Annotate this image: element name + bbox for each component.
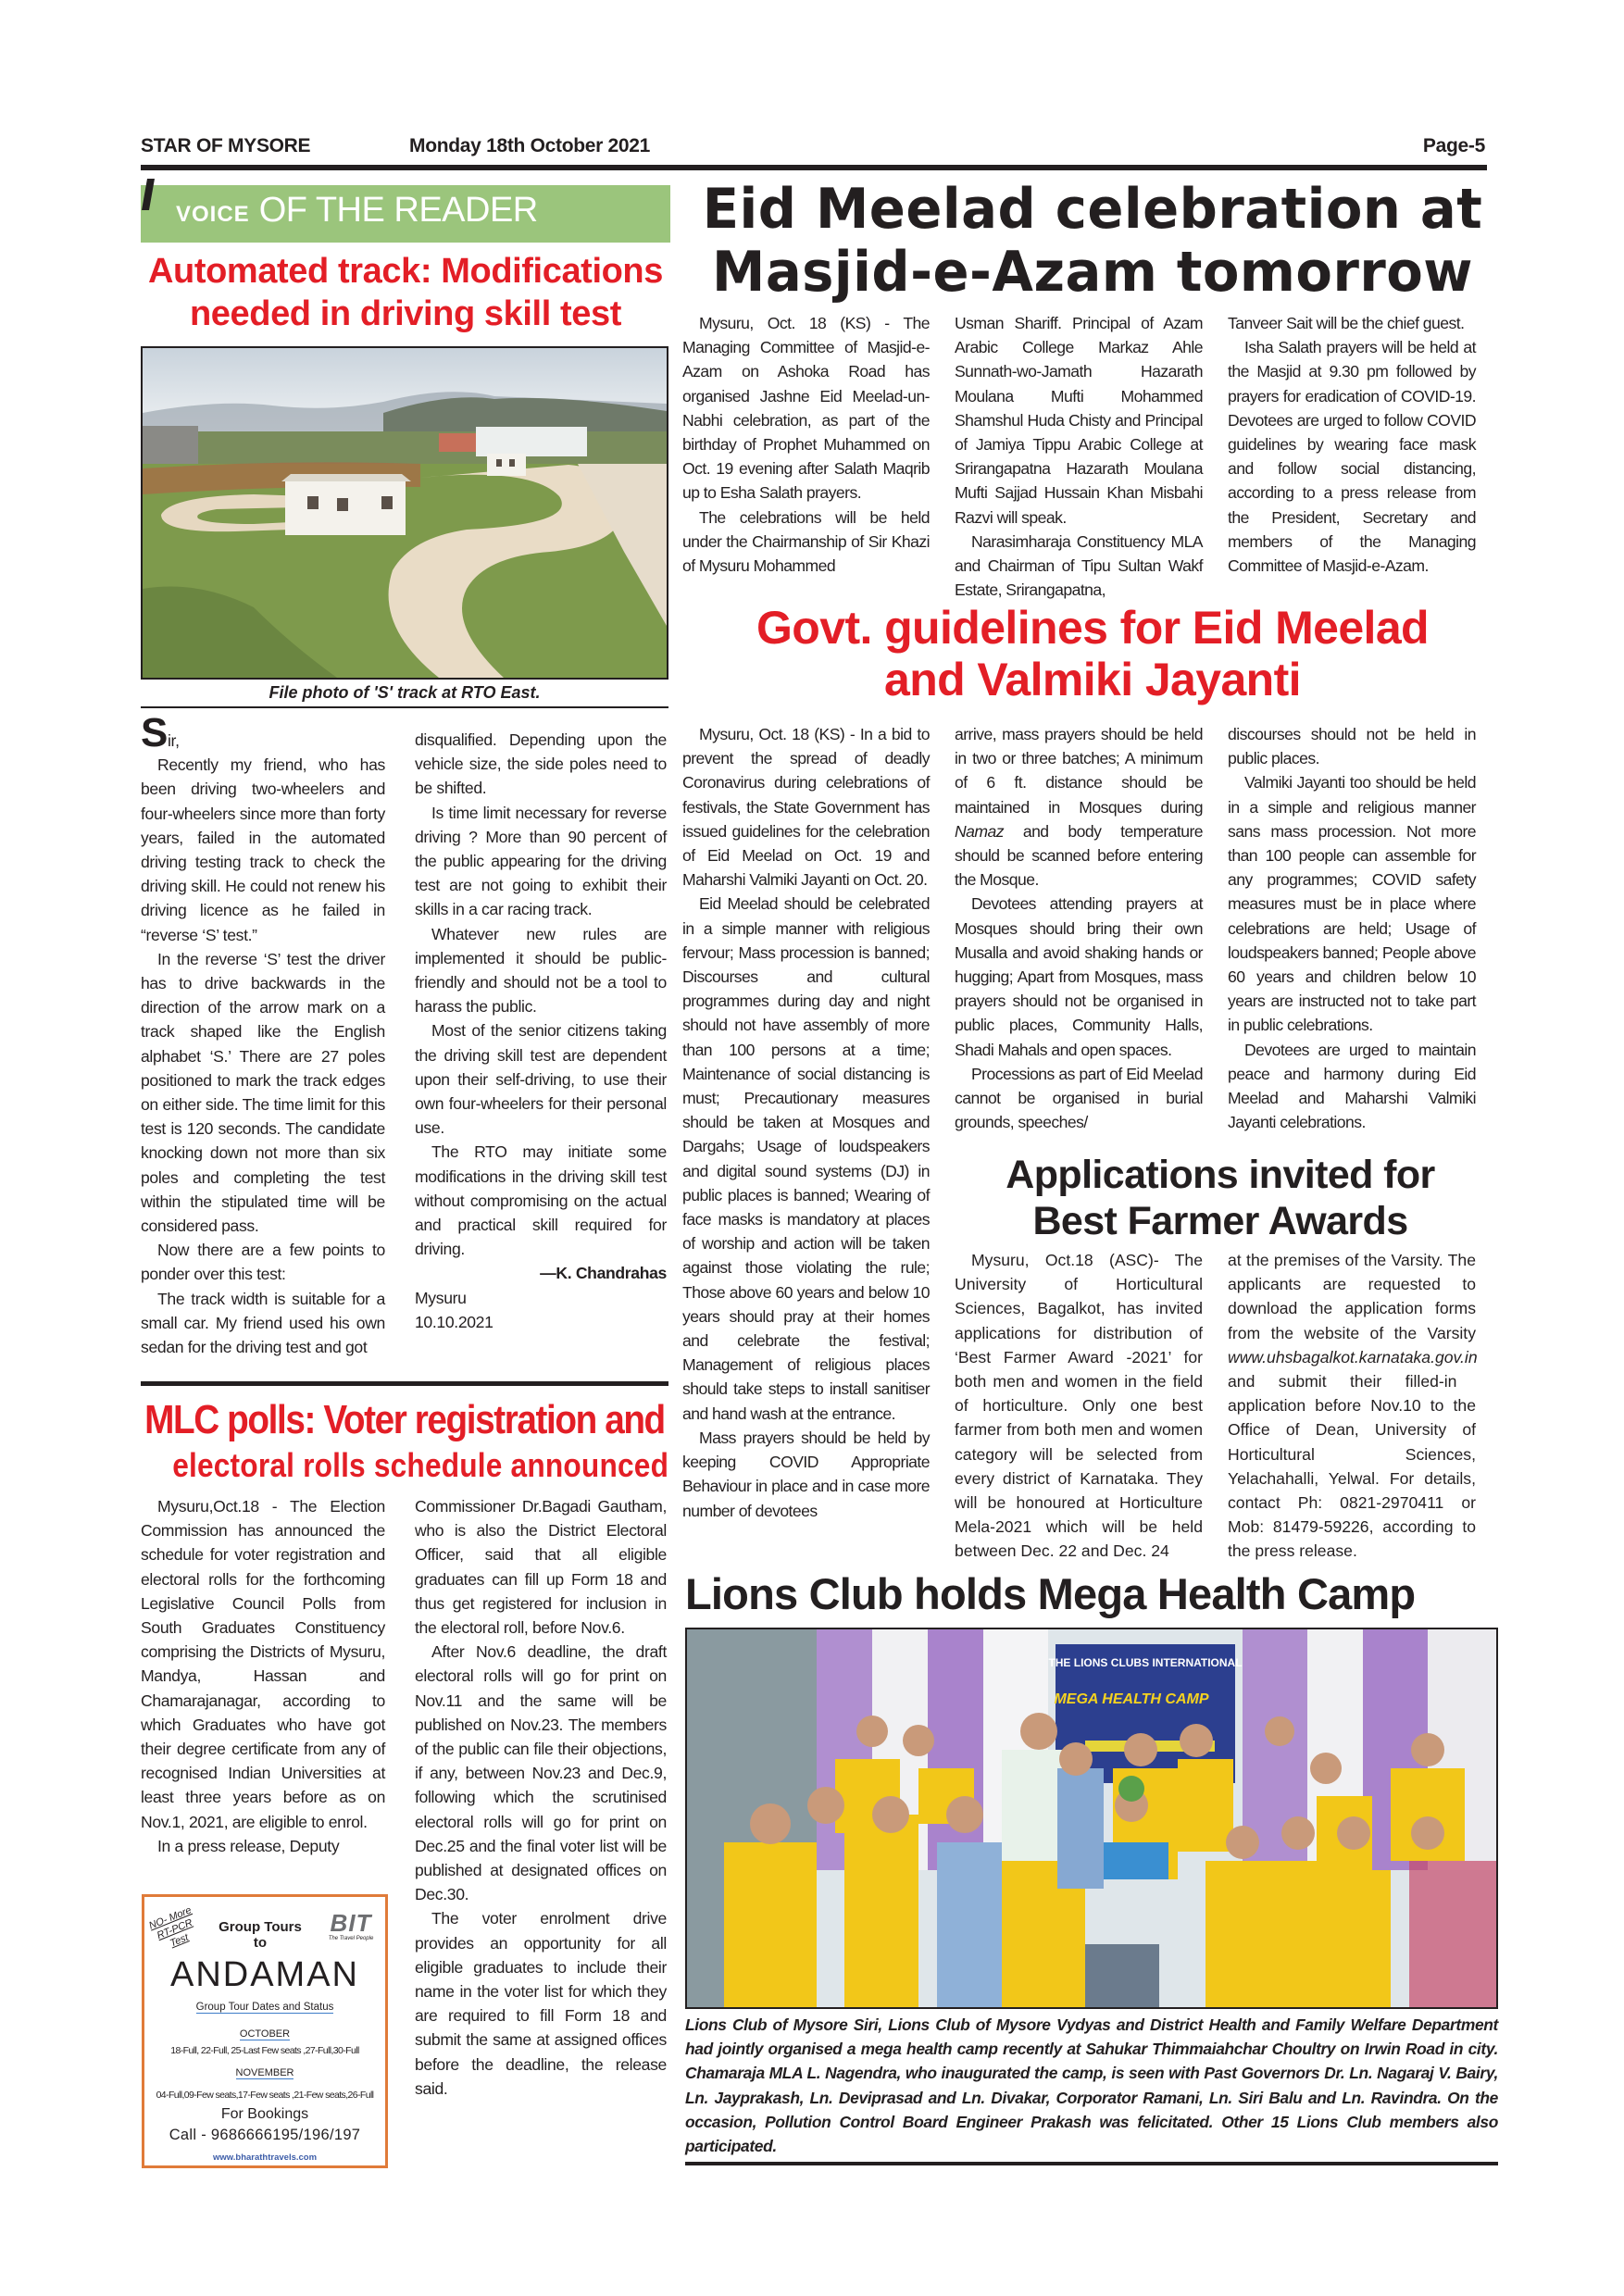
eid-paragraph: Isha Salath prayers will be held at the Masjid at 9.30 pm followed by prayers for eradication of COVID-19. Devotees are urged to follow COVID guidelines by wearing face mask and follow social distancing, according to a press release from the President, Secretary and members of the Managing Committee of Masjid-e-Azam.	[1228, 338, 1476, 576]
farmer-paragraph	[1228, 1248, 1476, 1564]
govt-paragraph: Devotees are urged to maintain peace and harmony during Eid Meelad and Maharshi Valmiki Jayanti celebrations.	[1228, 1040, 1476, 1132]
mlc-paragraph: After Nov.6 deadline, the draft electoral rolls will go for print on Nov.11 and the same will be published on Nov.23. The members of the public can file their objections, if any, between Nov.23 and Dec.9, following which the scrutinised electoral rolls will go for print on Dec.25 and the final voter list will be published at designated offices on Dec.30.	[415, 1642, 667, 1904]
letter-paragraph: The track width is suitable for a small car. My friend used his own sedan for the driving test and got	[141, 1289, 385, 1357]
farmer-text: at the premises of the Varsity. The applicants are requested to download the application forms from the website of the Varsity	[1228, 1251, 1476, 1342]
letter-paragraph: Is time limit necessary for reverse driving ? More than 90 percent of the public appearing for the driving test are not going to exhibit their skills in a car racing track.	[415, 803, 667, 919]
ad-logo-text: BIT	[330, 1909, 372, 1937]
ad-group-tours	[209, 1919, 311, 1951]
govt-paragraph: Devotees attending prayers at Mosques should bring their own Musalla and avoid shaking hands or hugging; Apart from Mosques, mass prayers should not be organised in public places, Community Halls, Shadi Mahals and open spaces.	[955, 894, 1203, 1059]
govt-headline-line2: and Valmiki Jayanti	[884, 654, 1301, 705]
ad-for-bookings: For Bookings	[220, 2106, 309, 2122]
eid-paragraph: Narasimharaja Constituency MLA and Chairman of Tipu Sultan Wakf Estate, Srirangapatna,	[955, 531, 1203, 600]
farmer-headline-line1: Applications invited for	[1006, 1153, 1435, 1197]
letter-salutation	[141, 710, 385, 755]
govt-guidelines-headline	[676, 602, 1509, 705]
mlc-paragraph: Mysuru,Oct.18 - The Election Commission has announced the schedule for voter registration and electoral rolls for the forthcoming Legislative Council Polls from South Graduates Constituency comprising the Districts of Mysuru, Mandya, Hassan and Chamarajanagar, according to which Graduates who have got their degree certificate from any of recognised Indian Universities at least three years before as on Nov.1, 2021, are eligible to enrol.	[141, 1497, 385, 1831]
ad-phone[interactable]: Call - 9686666195/196/197	[169, 2127, 361, 2143]
ad-subtitle-text: Group Tour Dates and Status	[195, 2002, 334, 2013]
mlc-headline	[144, 1396, 669, 1487]
letter-column-1	[141, 710, 385, 1359]
banner-title: THE LIONS CLUBS INTERNATIONAL	[1048, 1656, 1243, 1669]
letter-paragraph: disqualified. Depending upon the vehicle size, the side poles need to be shifted.	[415, 730, 667, 798]
letter-signature: —K. Chandrahas	[540, 1264, 667, 1283]
letter-headline-line1: Automated track: Modifications	[148, 252, 663, 291]
ad-no-rtpcr-badge: NO- More RT-PCR Test	[147, 1904, 194, 1950]
eid-column-2	[955, 311, 1203, 602]
letter-paragraph: Whatever new rules are implemented it should be public-friendly and should not be a tool to harass the public.	[415, 924, 667, 1017]
mlc-headline-line2: electoral rolls schedule announced	[172, 1446, 669, 1484]
ad-month-label: OCTOBER	[239, 2028, 291, 2040]
section-rule	[141, 1381, 668, 1386]
mlc-paragraph: The voter enrolment drive provides an opportunity for all eligible graduates to include their name in the voter list for which they are required to fill Form 18 and submit the same at assigned offices before the deadline, the release said.	[415, 1909, 667, 2098]
govt-column-1	[682, 722, 930, 1523]
ad-group-tours-text: Group Tours	[219, 1919, 302, 1935]
eid-paragraph: The celebrations will be held under the Chairmanship of Sir Khazi of Mysuru Mohammed	[682, 507, 930, 576]
salutation-text: ir,	[168, 731, 180, 750]
rto-track-photo	[141, 346, 668, 680]
letter-headline	[141, 250, 670, 335]
ad-month-october	[144, 2028, 385, 2040]
letter-paragraph: Recently my friend, who has been driving two-wheelers and four-wheelers since more than forty years, failed in the automated driving testing track to check the driving skill. He could not renew his driving licence as he failed in “reverse ‘S’ test.”	[141, 755, 385, 944]
eid-paragraph: Mysuru, Oct. 18 (KS) - The Managing Committee of Masjid-e-Azam on Ashoka Road has organised Jashne Eid Meelad-un-Nabhi celebration, as part of the birthday of Prophet Muhammed on Oct. 19 evening after Salath Maqrib up to Esha Salath prayers.	[682, 314, 930, 503]
letter-paragraph: In the reverse ‘S’ test the driver has to drive backwards in the direction of the arrow mark on a track shaped like the English alphabet ‘S.’ There are 27 poles positioned to mark the track edges on either side. The time limit for this test is 120 seconds. The candidate knocking down not more than six poles and completing the test within the stipulated time will be considered pass.	[141, 949, 385, 1236]
voice-of-reader-label	[176, 191, 538, 237]
govt-paragraph	[955, 722, 1203, 892]
govt-paragraph: Mass prayers should be held by keeping COVID Appropriate Behaviour in place and in case more number of devotees	[682, 1428, 930, 1520]
lions-camp-photo	[685, 1628, 1498, 2009]
masthead	[141, 135, 1485, 165]
namaz-italic: Namaz	[955, 821, 1004, 841]
mlc-paragraph: In a press release, Deputy	[157, 1836, 340, 1855]
ad-month-november	[144, 2067, 385, 2078]
letter-paragraph: Now there are a few points to ponder over this test:	[141, 1241, 385, 1284]
govt-paragraph: Valmiki Jayanti too should be held in a simple and religious manner sans mass procession. Not more than 100 people can assemble for any programmes; COVID safety measures must be in place where celebrations are held; Usage of loudspeakers banned; People above 60 years and children below 10 years are instructed not to take part in public celebrations.	[1228, 773, 1476, 1035]
govt-headline-line1: Govt. guidelines for Eid Meelad	[756, 602, 1429, 654]
caption-rule	[141, 706, 668, 708]
eid-paragraph: Usman Shariff. Principal of Azam Arabic College Markaz Ahle Sunnath-wo-Jamath Hazarath Moulana Mufti Mohammed Shamshul Huda Chisty and Principal of Jamiya Tippu Arabic College at Srirangapatna Hazarath Moulana Mufti Sajjad Hussain Khan Misbahi Razvi will speak.	[955, 314, 1203, 527]
farmer-awards-headline	[944, 1152, 1496, 1244]
eid-column-3	[1228, 311, 1476, 578]
letter-date: 10.10.2021	[415, 1312, 493, 1331]
mlc-headline-line1: MLC polls: Voter registration and	[144, 1397, 665, 1442]
page-number: Page-5	[1422, 135, 1485, 156]
ad-november-dates: 04-Full,09-Few seats,17-Few seats ,21-Few seats,26-Full	[156, 2090, 374, 2101]
farmer-column-2	[1228, 1248, 1476, 1564]
lions-photo-caption: Lions Club of Mysore Siri, Lions Club of Mysore Vydyas and District Health and Family Welfare Department had jointly organised a mega health camp recently at Sahukar Thimmaiahchar Choultry on Irwin Road in city. Chamaraja MLA L. Nagendra, who inaugurated the camp, is seen with Past Governors Dr. Ln. Nagaraj V. Bairy, Ln. Jayprakash, Ln. Deviprasad and Ln. Divakar, Corporator Ramani, Ln. Siri Balu and Ln. Ravindra. On the occasion, Pollution Control Board Engineer Prakash was felicitated. Other 15 Lions Club members also participated.	[685, 2015, 1498, 2156]
track-photo-caption: File photo of 'S' track at RTO East.	[269, 683, 541, 702]
govt-paragraph: discourses should not be held in public places.	[1228, 725, 1476, 768]
mlc-column-1	[141, 1494, 385, 1858]
ad-month-label: NOVEMBER	[235, 2067, 294, 2078]
ad-logo-tagline: The Travel People	[328, 1936, 374, 1941]
eid-headline-line2: Masjid-e-Azam tomorrow	[712, 240, 1473, 305]
farmer-headline-line2: Best Farmer Awards	[1032, 1199, 1408, 1243]
andaman-tour-advertisement[interactable]	[142, 1894, 388, 2168]
ad-october-dates: 18-Full, 22-Full, 25-Last Few seats ,27-Full,30-Full	[170, 2045, 359, 2056]
letter-column-2	[415, 728, 667, 1334]
mlc-paragraph: Commissioner Dr.Bagadi Gautham, who is also the District Electoral Officer, said that all eligible graduates can fill up Form 18 and thus get registered for inclusion in the electoral roll, before Nov.6.	[415, 1497, 667, 1638]
ad-website-link[interactable]: www.bharathtravels.com	[212, 2152, 318, 2163]
govt-paragraph: Processions as part of Eid Meelad cannot be organised in burial grounds, speeches/	[955, 1064, 1203, 1132]
mlc-column-2	[415, 1494, 667, 2101]
lions-camp-image	[687, 1629, 1496, 2007]
govt-text: arrive, mass prayers should be held in two or three batches; A minimum of 6 ft. distance should be maintained in Mosques during	[955, 725, 1203, 817]
govt-paragraph: Eid Meelad should be celebrated in a simple manner with religious fervour; Mass procession is banned; Discourses and cultural programmes during day and night should not have assembly of more than 100 persons at a time; Maintenance of social distancing is must; Precautionary measures should be taken at Mosques and Dargahs; Usage of loudspeakers and digital sound systems (DJ) in public places is banned; Wearing of face masks is mandatory at places of worship and action will be taken against those violating the rule; Those above 60 years and below 10 years should pray at their homes and celebrate the festival; Management of religious places should take steps to install sanitiser and hand wash at the entrance.	[682, 894, 930, 1423]
banner-rest-text: OF THE READER	[258, 191, 538, 230]
drop-cap: S	[141, 710, 168, 755]
letter-paragraph: Most of the senior citizens taking the driving skill test are dependent upon their self-driving, to use their own four-wheelers for their personal use.	[415, 1021, 667, 1138]
banner-camp-title: MEGA HEALTH CAMP	[1054, 1691, 1209, 1707]
letter-headline-line2: needed in driving skill test	[189, 294, 622, 333]
eid-column-1	[682, 311, 930, 578]
newspaper-name: STAR OF MYSORE	[141, 135, 311, 156]
farmer-column-1	[955, 1248, 1203, 1564]
govt-paragraph: Mysuru, Oct. 18 (KS) - In a bid to prevent the spread of deadly Coronavirus during celebrations of festivals, the State Government has issued guidelines for the celebration of Eid Meelad on Oct. 19 and Maharshi Valmiki Jayanti on Oct. 20.	[682, 725, 930, 890]
eid-paragraph: Tanveer Sait will be the chief guest.	[1228, 314, 1465, 332]
letter-place: Mysuru	[415, 1288, 467, 1307]
issue-date: Monday 18th October 2021	[409, 135, 651, 156]
varsity-website-link[interactable]: www.uhsbagalkot.karnataka.gov.in	[1228, 1347, 1478, 1366]
lions-headline: Lions Club holds Mega Health Camp	[685, 1569, 1416, 1618]
banner-voice-text: VOICE	[176, 202, 250, 227]
eid-headline-line1: Eid Meelad celebration at	[702, 177, 1483, 242]
govt-column-3	[1228, 722, 1476, 1134]
farmer-text: and submit their filled-in application before Nov.10 to the Office of Dean, University of Horticultural Sciences, Yelachahalli, Yelwal. For details, contact Ph: 0821-2970411 or Mob: 81479-59226, according to the press release.	[1228, 1372, 1476, 1561]
farmer-paragraph: Mysuru, Oct.18 (ASC)- The University of Horticultural Sciences, Bagalkot, has invited applications for distribution of ‘Best Farmer Award -2021’ for both men and women in the field of horticulture. Only one best farmer from both men and women category will be selected from every district of Karnataka. They will be honoured at Horticulture Mela-2021 which will be held between Dec. 22 and Dec. 24	[955, 1251, 1203, 1561]
eid-headline	[702, 178, 1484, 304]
rto-track-image	[143, 348, 667, 678]
govt-text: and body temperature should be scanned before entering the Mosque.	[955, 821, 1203, 890]
ad-to-text: to	[253, 1935, 268, 1951]
ad-subtitle	[144, 2002, 385, 2013]
masthead-rule	[141, 165, 1487, 170]
ad-destination: ANDAMAN	[169, 1955, 360, 1994]
letter-paragraph: The RTO may initiate some modifications in the driving skill test without compromising on the actual and practical skill required for driving.	[415, 1142, 667, 1259]
lions-caption-rule	[685, 2162, 1498, 2165]
bit-logo-icon	[324, 1910, 378, 1951]
govt-column-2	[955, 722, 1203, 1134]
